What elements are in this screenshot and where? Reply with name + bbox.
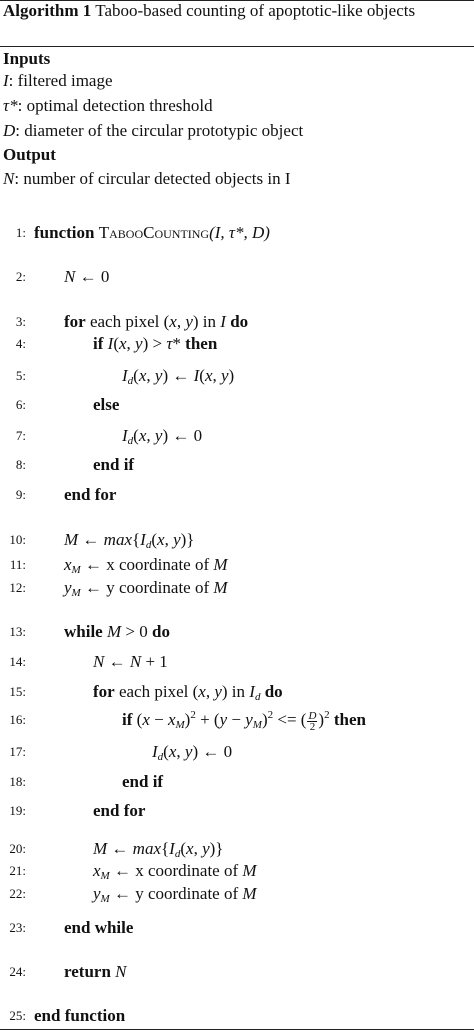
- line-number: 2:: [15, 269, 26, 284]
- keyword-do: do: [152, 622, 170, 641]
- x-coord-text: x coordinate of: [135, 861, 239, 880]
- line-number: 23:: [9, 920, 26, 935]
- keyword-end-while: end while: [64, 918, 134, 937]
- input-symbol: I: [3, 71, 9, 90]
- line-number: 3:: [15, 314, 26, 329]
- keyword-end-function: end function: [34, 1006, 126, 1025]
- input-item: [3, 121, 303, 141]
- line-number: 21:: [9, 863, 26, 878]
- algorithm-title: Taboo-based counting of apoptotic-like objects: [95, 1, 416, 20]
- output-item: [3, 169, 290, 189]
- x-coord-text: x coordinate of: [106, 555, 210, 574]
- fraction-d-over-2: $\frac{D}{2}$: [308, 709, 317, 733]
- line-number: 22:: [9, 886, 26, 901]
- max-function: max: [103, 530, 132, 549]
- keyword-do: do: [264, 682, 283, 701]
- input-symbol: D: [3, 121, 16, 140]
- line-number: 6:: [15, 397, 26, 412]
- max-function: max: [132, 839, 161, 858]
- line-number: 10:: [9, 532, 26, 547]
- line-number: 9:: [15, 487, 26, 502]
- function-name: TabooCounting: [98, 223, 210, 242]
- keyword-then: then: [333, 710, 366, 729]
- caption-rule: [0, 46, 474, 47]
- keyword-end-for: end for: [64, 485, 117, 504]
- line-number: 25:: [9, 1008, 26, 1023]
- algorithm-label: Algorithm 1: [3, 1, 92, 20]
- line-number: 5:: [15, 368, 26, 383]
- keyword-function: function: [34, 223, 95, 242]
- output-symbol: N: [3, 169, 15, 188]
- keyword-else: else: [93, 395, 120, 414]
- keyword-return: return: [64, 962, 111, 981]
- line-number: 4:: [15, 336, 26, 351]
- keyword-for: for: [64, 312, 86, 331]
- keyword-while: while: [64, 622, 103, 641]
- bottom-rule: [0, 1029, 474, 1030]
- keyword-end-if: end if: [93, 455, 135, 474]
- keyword-if: if: [122, 710, 133, 729]
- input-text: : optimal detection threshold: [17, 96, 213, 115]
- in-text: in: [202, 312, 217, 331]
- line-number: 14:: [9, 654, 26, 669]
- line-number: 20:: [9, 841, 26, 856]
- line-number: 8:: [15, 457, 26, 472]
- input-item: [3, 71, 113, 91]
- y-coord-text: y coordinate of: [106, 578, 210, 597]
- input-item: [3, 96, 213, 116]
- keyword-do: do: [230, 312, 249, 331]
- keyword-end-for: end for: [93, 801, 146, 820]
- keyword-then: then: [185, 334, 218, 353]
- y-coord-text: y coordinate of: [135, 884, 239, 903]
- keyword-if: if: [93, 334, 104, 353]
- line-number: 19:: [9, 803, 26, 818]
- output-text: : number of circular detected objects in I: [14, 169, 291, 188]
- input-symbol: τ*: [3, 96, 18, 115]
- line-number: 12:: [9, 580, 26, 595]
- output-heading: Output: [3, 145, 56, 164]
- line-number: 13:: [9, 624, 26, 639]
- line-number: 7:: [15, 428, 26, 443]
- input-text: : filtered image: [8, 71, 113, 90]
- line-number: 18:: [9, 774, 26, 789]
- inputs-heading: Inputs: [3, 49, 51, 68]
- keyword-for: for: [93, 682, 115, 701]
- line-number: 1:: [15, 225, 26, 240]
- line-number: 17:: [9, 744, 26, 759]
- function-args: (I, τ*, D): [209, 223, 270, 242]
- algorithm-caption: [3, 1, 471, 21]
- each-pixel-text: each pixel: [118, 682, 189, 701]
- line-number: 24:: [9, 964, 26, 979]
- keyword-end-if: end if: [122, 772, 164, 791]
- line-number: 11:: [9, 557, 26, 572]
- in-text: in: [231, 682, 246, 701]
- line-number: 16:: [9, 712, 26, 727]
- input-text: : diameter of the circular prototypic object: [15, 121, 304, 140]
- line-number: 15:: [9, 684, 26, 699]
- each-pixel-text: each pixel: [89, 312, 160, 331]
